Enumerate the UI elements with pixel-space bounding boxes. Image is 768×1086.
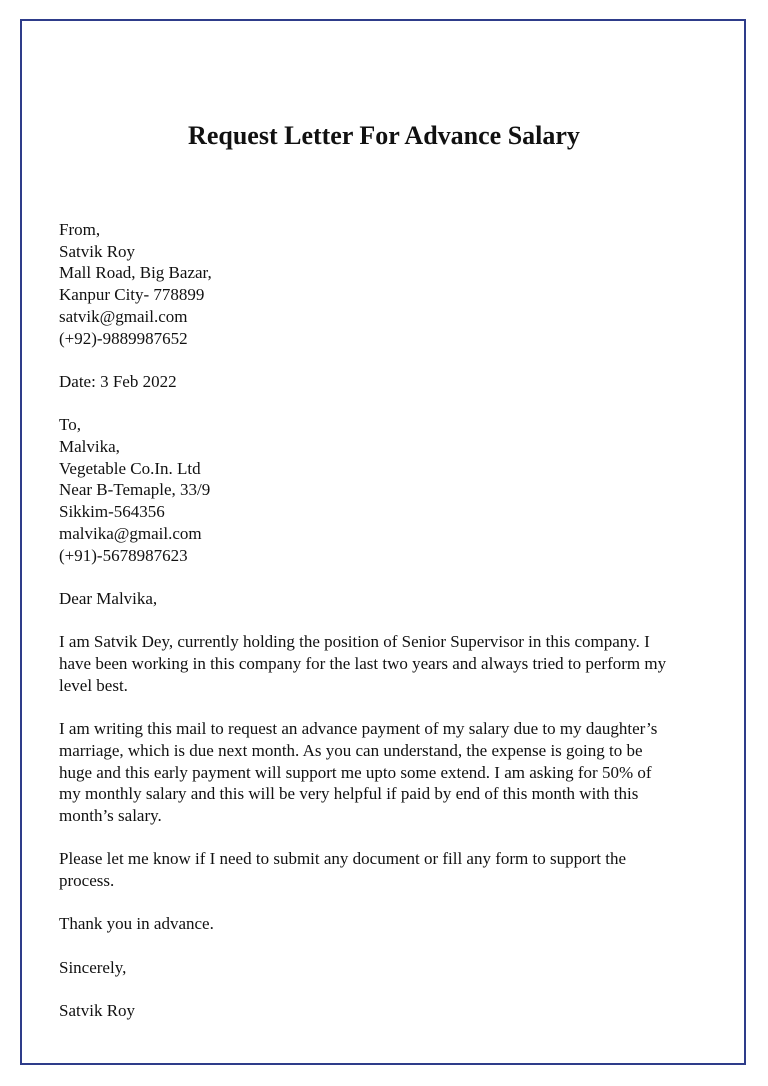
- closing: Sincerely,: [59, 957, 127, 977]
- paragraph-line: I am Satvik Dey, currently holding the position of Senior Supervisor in this company. I: [59, 632, 650, 652]
- paragraph-3: [59, 848, 719, 891]
- sender-phone: (+92)-9889987652: [59, 328, 188, 348]
- paragraph-line: have been working in this company for the last two years and always tried to perform my: [59, 654, 667, 673]
- paragraph-line: marriage, which is due next month. As you can understand, the expense is going to be: [59, 740, 643, 760]
- recipient-email: malvika@gmail.com: [59, 523, 202, 543]
- recipient-name: Malvika,: [59, 437, 120, 456]
- paragraph-line: I am writing this mail to request an advance payment of my salary due to my daughter’s: [59, 719, 658, 739]
- letter-title: Request Letter For Advance Salary: [188, 121, 580, 150]
- recipient-phone: (+91)-5678987623: [59, 545, 188, 565]
- thanks-line: Thank you in advance.: [59, 914, 214, 934]
- signature-name: Satvik Roy: [59, 1001, 136, 1021]
- paragraph-line: Please let me know if I need to submit any document or fill any form to support the: [59, 849, 627, 869]
- from-label: From,: [59, 220, 101, 239]
- paragraph-line: process.: [59, 871, 115, 890]
- letter-date: Date: 3 Feb 2022: [59, 371, 177, 391]
- recipient-block: [59, 414, 719, 566]
- sender-address-line-2: Kanpur City- 778899: [59, 285, 205, 305]
- letter-body: [59, 219, 719, 1022]
- recipient-address-line-2: Sikkim-564356: [59, 502, 165, 522]
- paragraph-line: my monthly salary and this will be very helpful if paid by end of this month with this: [59, 784, 639, 804]
- paragraph-line: level best.: [59, 675, 128, 695]
- paragraph-1: [59, 631, 719, 696]
- salutation: Dear Malvika,: [59, 588, 158, 608]
- sender-name: Satvik Roy: [59, 241, 136, 261]
- paragraph-line: huge and this early payment will support me upto some extend. I am asking for 50% of: [59, 762, 652, 782]
- sender-email: satvik@gmail.com: [59, 306, 188, 326]
- recipient-address-line-1: Near B-Temaple, 33/9: [59, 480, 211, 500]
- to-label: To,: [59, 415, 81, 435]
- paragraph-line: month’s salary.: [59, 805, 162, 825]
- recipient-company: Vegetable Co.In. Ltd: [59, 458, 201, 478]
- paragraph-2: [59, 718, 719, 827]
- sender-address-line-1: Mall Road, Big Bazar,: [59, 263, 212, 283]
- sender-block: [59, 219, 719, 349]
